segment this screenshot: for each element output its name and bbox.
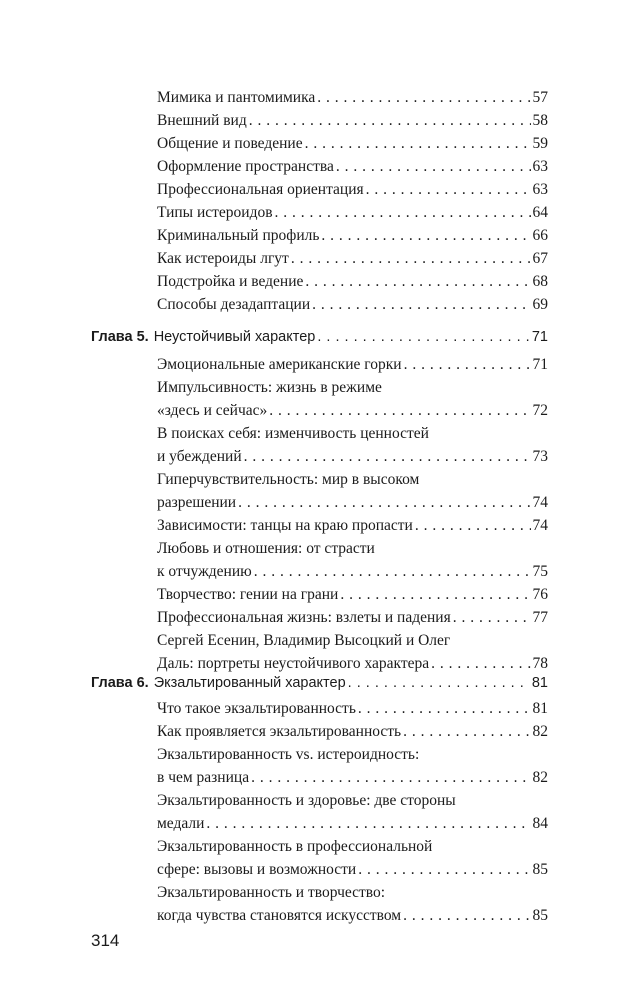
toc-entry[interactable]: Творчество: гении на грани . . . 76 xyxy=(157,583,548,606)
toc-page-ref: 64 xyxy=(532,204,548,221)
toc-page-ref: 82 xyxy=(532,769,548,786)
toc-entry[interactable]: Типы истероидов . . . 64 xyxy=(157,201,548,224)
toc-entry[interactable]: Подстройка и ведение . . . 68 xyxy=(157,270,548,293)
toc-entry[interactable]: Экзальтированность vs. истероидность: в чем разница . . . 82 xyxy=(157,743,548,789)
toc-entry[interactable]: Экзальтированность и здоровье: две стороны медали . . . 84 xyxy=(157,789,548,835)
leader-dots xyxy=(366,178,531,201)
toc-entry[interactable]: Любовь и отношения: от страсти к отчуждению . . . 75 xyxy=(157,537,548,583)
toc-page-ref: 63 xyxy=(532,181,548,198)
toc-page-ref: 85 xyxy=(532,907,548,924)
toc-page-ref: 85 xyxy=(532,861,548,878)
chapter-heading-6[interactable] xyxy=(91,672,548,694)
toc-page-ref: 66 xyxy=(532,227,548,244)
page-number: 314 xyxy=(91,931,120,950)
toc-page-ref: 59 xyxy=(532,135,548,152)
toc-entry[interactable]: Эмоциональные американские горки . . . 71 xyxy=(157,353,548,376)
leader-dots xyxy=(404,353,531,376)
leader-dots xyxy=(321,224,530,247)
leader-dots xyxy=(305,270,530,293)
toc-entry[interactable]: Сергей Есенин, Владимир Высоцкий и Олег Даль: портреты неустойчивого характера . . . 78 xyxy=(157,629,548,675)
toc-entry[interactable]: Импульсивность: жизнь в режиме «здесь и сейчас» . . . 72 xyxy=(157,376,548,422)
leader-dots xyxy=(317,86,530,109)
toc-entry[interactable]: Общение и поведение . . . 59 xyxy=(157,132,548,155)
toc-entry[interactable]: Как истероиды лгут . . . 67 xyxy=(157,247,548,270)
toc-page-ref: 72 xyxy=(532,402,548,419)
toc-entry[interactable]: Профессиональная ориентация . . . 63 xyxy=(157,178,548,201)
toc-entry-list-5 xyxy=(157,353,548,675)
leader-dots xyxy=(336,155,531,178)
toc-page-ref: 74 xyxy=(532,494,548,511)
toc-page-ref: 67 xyxy=(532,250,548,267)
toc-page-ref: 73 xyxy=(532,448,548,465)
toc-page-ref: 74 xyxy=(532,517,548,534)
toc-page-ref: 58 xyxy=(532,112,548,129)
toc-entry-list-1 xyxy=(157,86,548,316)
toc-page-ref: 78 xyxy=(532,655,548,672)
toc-entry[interactable]: Экзальтированность в профессиональной сфере: вызовы и возможности . . . 85 xyxy=(157,835,548,881)
toc-page-ref: 75 xyxy=(532,563,548,580)
toc-entry[interactable]: Криминальный профиль . . . 66 xyxy=(157,224,548,247)
leader-dots xyxy=(317,326,530,348)
toc-entry[interactable]: Экзальтированность и творчество: когда чувства становятся искусством . . . 85 xyxy=(157,881,548,927)
leader-dots xyxy=(275,201,531,224)
toc-page-ref: 71 xyxy=(531,329,548,345)
toc-entry[interactable]: Что такое экзальтированность . . . 81 xyxy=(157,697,548,720)
toc-entry-list-6 xyxy=(157,697,548,927)
leader-dots xyxy=(244,445,531,468)
chapter-title: Неустойчивый характер xyxy=(153,329,316,345)
toc-page-ref: 71 xyxy=(532,356,548,373)
leader-dots xyxy=(269,399,530,422)
toc-entry[interactable]: Профессиональная жизнь: взлеты и падения . . . 77 xyxy=(157,606,548,629)
toc-entry[interactable]: Как проявляется экзальтированность . . . 82 xyxy=(157,720,548,743)
toc-entry[interactable]: Гиперчувствительность: мир в высоком разрешении . . . 74 xyxy=(157,468,548,514)
toc-entry[interactable]: Способы дезадаптации . . . 69 xyxy=(157,293,548,316)
leader-dots xyxy=(403,904,530,927)
chapter-title: Экзальтированный характер xyxy=(153,675,346,691)
leader-dots xyxy=(206,812,530,835)
toc-entry[interactable]: В поисках себя: изменчивость ценностей и убеждений . . . 73 xyxy=(157,422,548,468)
toc-page-ref: 77 xyxy=(532,609,548,626)
chapter-number: Глава 5. xyxy=(91,329,149,345)
leader-dots xyxy=(254,560,531,583)
leader-dots xyxy=(340,583,530,606)
toc-entry[interactable]: Внешний вид . . . 58 xyxy=(157,109,548,132)
leader-dots xyxy=(358,697,531,720)
leader-dots xyxy=(305,132,531,155)
toc-page-ref: 69 xyxy=(532,296,548,313)
leader-dots xyxy=(249,109,531,132)
toc-page-ref: 63 xyxy=(532,158,548,175)
leader-dots xyxy=(251,766,530,789)
toc-page-ref: 81 xyxy=(531,675,548,691)
toc-page-ref: 82 xyxy=(532,723,548,740)
chapter-number: Глава 6. xyxy=(91,675,149,691)
toc-entry[interactable]: Мимика и пантомимика . . . 57 xyxy=(157,86,548,109)
leader-dots xyxy=(312,293,530,316)
toc-page-ref: 57 xyxy=(532,89,548,106)
toc-page-ref: 84 xyxy=(532,815,548,832)
toc-page-ref: 68 xyxy=(532,273,548,290)
leader-dots xyxy=(358,858,530,881)
toc-entry[interactable]: Зависимости: танцы на краю пропасти . . . 74 xyxy=(157,514,548,537)
leader-dots xyxy=(348,672,530,694)
leader-dots xyxy=(403,720,530,743)
toc-entry[interactable]: Оформление пространства . . . 63 xyxy=(157,155,548,178)
leader-dots xyxy=(238,491,530,514)
toc-page-ref: 76 xyxy=(532,586,548,603)
chapter-heading-5[interactable] xyxy=(91,326,548,348)
toc-page-ref: 81 xyxy=(532,700,548,717)
leader-dots xyxy=(453,606,531,629)
leader-dots xyxy=(291,247,531,270)
leader-dots xyxy=(415,514,531,537)
